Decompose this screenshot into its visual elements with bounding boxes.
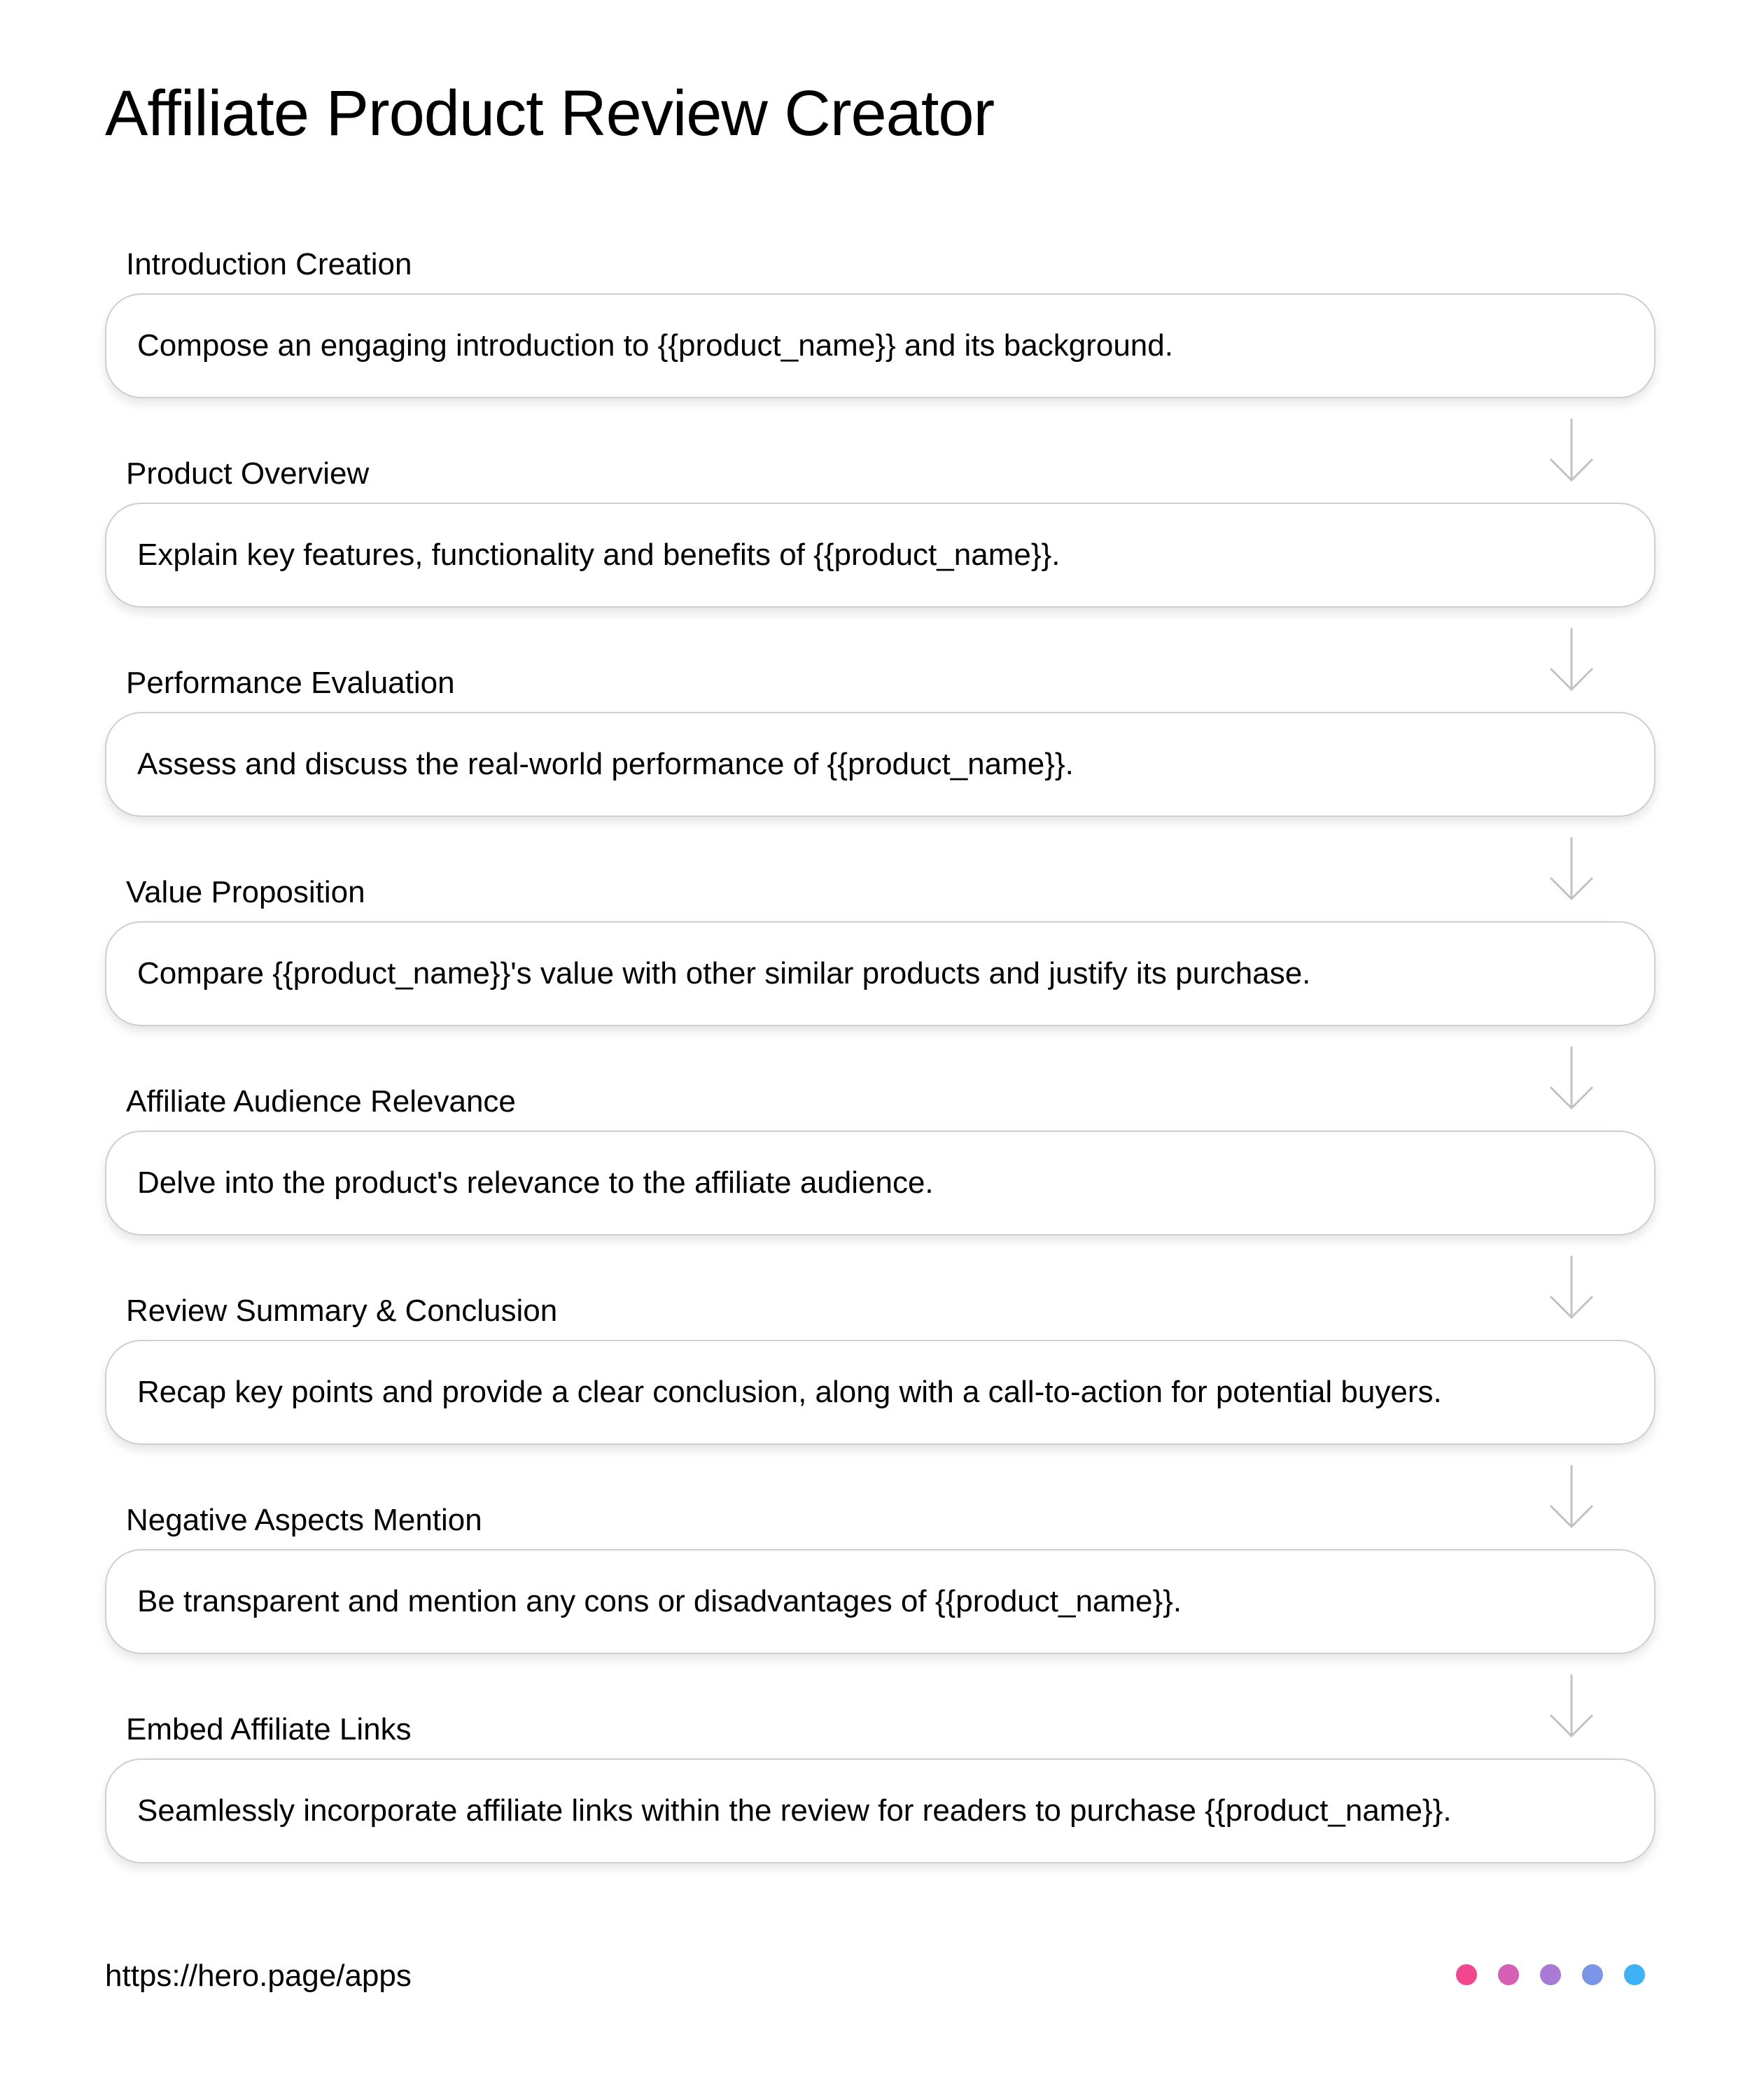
footer-url[interactable]: https://hero.page/apps bbox=[105, 1959, 412, 1993]
step-negative-aspects-mention bbox=[105, 1496, 1656, 1705]
step-prompt-box[interactable] bbox=[105, 1340, 1656, 1445]
step-prompt-box[interactable] bbox=[105, 712, 1656, 817]
page-title: Affiliate Product Review Creator bbox=[105, 78, 995, 149]
dot-icon bbox=[1498, 1964, 1519, 1985]
step-review-summary-conclusion bbox=[105, 1287, 1656, 1496]
step-embed-affiliate-links bbox=[105, 1705, 1656, 1914]
dot-icon bbox=[1456, 1964, 1477, 1985]
step-prompt-box[interactable] bbox=[105, 1758, 1656, 1863]
step-prompt-text: Explain key features, functionality and benefits of {{product_name}}. bbox=[137, 537, 1060, 572]
step-performance-evaluation bbox=[105, 659, 1656, 868]
step-label: Review Summary & Conclusion bbox=[126, 1294, 558, 1328]
step-prompt-text: Compare {{product_name}}'s value with other similar products and justify its purchase. bbox=[137, 955, 1311, 990]
step-label: Affiliate Audience Relevance bbox=[126, 1084, 516, 1119]
step-introduction-creation bbox=[105, 240, 1656, 449]
step-value-proposition bbox=[105, 868, 1656, 1077]
step-list bbox=[105, 240, 1656, 1914]
step-label: Embed Affiliate Links bbox=[126, 1712, 412, 1746]
brand-dots bbox=[1456, 1964, 1645, 1985]
step-prompt-box[interactable] bbox=[105, 921, 1656, 1026]
step-affiliate-audience-relevance bbox=[105, 1077, 1656, 1287]
step-label: Value Proposition bbox=[126, 875, 365, 909]
step-prompt-box[interactable] bbox=[105, 1549, 1656, 1654]
step-label: Product Overview bbox=[126, 456, 370, 491]
dot-icon bbox=[1624, 1964, 1645, 1985]
step-prompt-text: Compose an engaging introduction to {{product_name}} and its background. bbox=[137, 328, 1173, 363]
step-prompt-text: Recap key points and provide a clear conclusion, along with a call-to-action for potential buyers. bbox=[137, 1374, 1442, 1409]
dot-icon bbox=[1582, 1964, 1603, 1985]
step-label: Negative Aspects Mention bbox=[126, 1503, 482, 1537]
step-prompt-box[interactable] bbox=[105, 1130, 1656, 1236]
dot-icon bbox=[1540, 1964, 1561, 1985]
step-prompt-text: Delve into the product's relevance to the affiliate audience. bbox=[137, 1165, 934, 1200]
step-label: Performance Evaluation bbox=[126, 666, 455, 700]
step-prompt-box[interactable] bbox=[105, 503, 1656, 608]
step-label: Introduction Creation bbox=[126, 247, 412, 281]
step-prompt-text: Be transparent and mention any cons or disadvantages of {{product_name}}. bbox=[137, 1583, 1182, 1618]
step-prompt-box[interactable] bbox=[105, 293, 1656, 398]
step-prompt-text: Assess and discuss the real-world performance of {{product_name}}. bbox=[137, 746, 1074, 781]
step-product-overview bbox=[105, 449, 1656, 659]
step-prompt-text: Seamlessly incorporate affiliate links within the review for readers to purchase {{product_name}}. bbox=[137, 1793, 1452, 1828]
